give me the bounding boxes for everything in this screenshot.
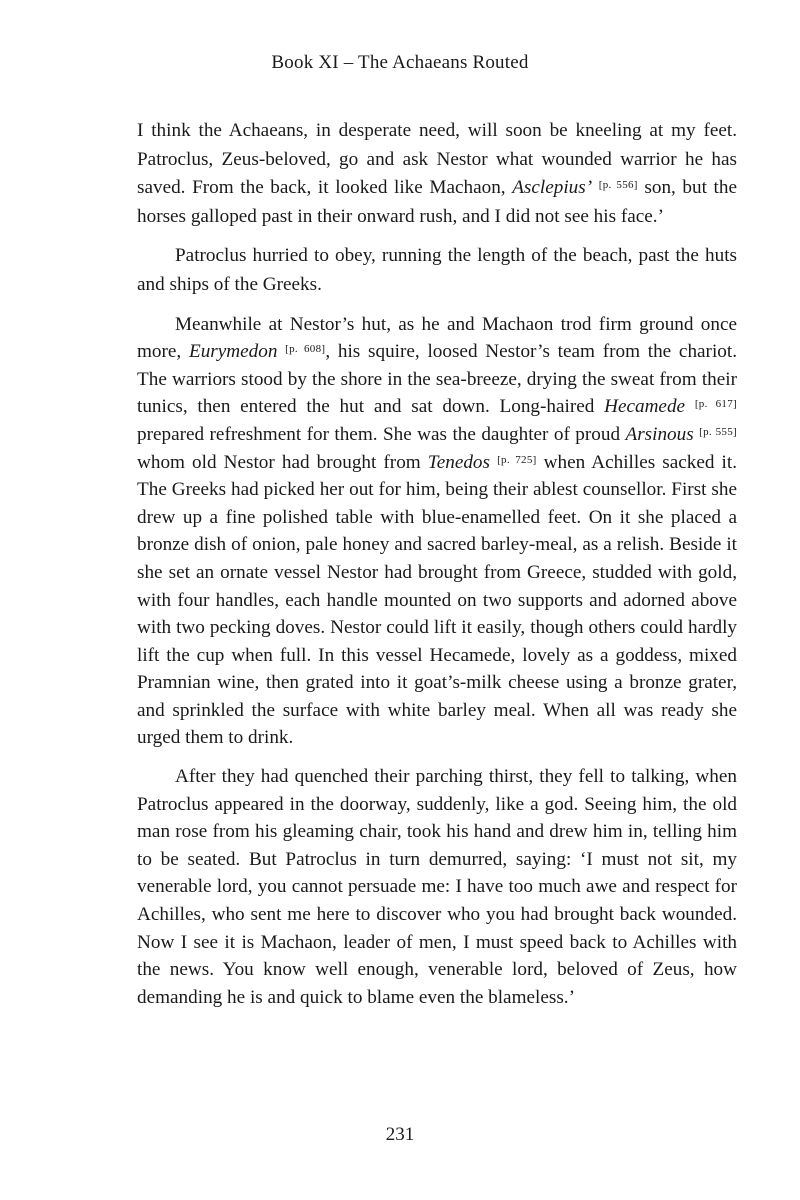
italic-name: Tenedos [427, 451, 490, 473]
text-run: , his squire, loosed Nestor’s team from the chariot. The warriors stood by the shore in the sea-breeze, drying the sweat from their tunics, then entered the hut and sat down. Long-haired [137, 341, 737, 418]
page-reference: [p. 556] [598, 179, 638, 192]
paragraph [137, 242, 737, 299]
text-run: prepared refreshment for them. She was the daughter of proud [137, 423, 626, 445]
body-text [137, 117, 737, 1022]
text-run: After they had quenched their parching thirst, they fell to talking, when Patroclus appeared in the doorway, suddenly, like a god. Seeing him, the old man rose from his gleaming chair, took his hand and drew him in, telling him to be seated. But Patroclus in turn demurred, saying: ‘I must not sit, my venerable lord, you cannot persuade me: I have too much awe and respect for Achilles, who sent me here to discover who you had brought back wounded. Now I see it is Machaon, leader of men, I must speed back to Achilles with the news. You know well enough, venerable lord, beloved of Zeus, how demanding he is and quick to blame even the blameless.’ [137, 766, 737, 1008]
text-run [592, 177, 599, 198]
page-number: 231 [385, 1124, 415, 1145]
page-reference: [p. 725] [497, 453, 537, 466]
text-run: Patroclus hurried to obey, running the length of the beach, past the huts and ships of the Greeks. [137, 245, 737, 295]
text-run: son, but the horses galloped past in their onward rush, and I did not see his face.’ [137, 177, 737, 227]
paragraph [137, 763, 737, 1011]
text-run: I think the Achaeans, in desperate need, will soon be kneeling at my feet. Patroclus, Zeus-beloved, go and ask Nestor what wounded warrior he has saved. From the back, it looked like Machaon, [137, 120, 737, 199]
italic-name: Eurymedon [188, 341, 278, 363]
text-run: Meanwhile at Nestor’s hut, as he and Machaon trod firm ground once more, [137, 313, 737, 363]
italic-name: Asclepius’ [512, 177, 593, 199]
page-reference: [p. 608] [285, 343, 326, 356]
text-run: when Achilles sacked it. The Greeks had picked her out for him, being their ablest counsellor. First she drew up a fine polished table with blue-enamelled feet. On it she placed a bronze dish of onion, pale honey and sacred barley-meal, as a relish. Beside it she set an ornate vessel Nestor had brought from Greece, studded with gold, with four handles, each handle mounted on two supports and adorned above with two pecking doves. Nestor could lift it easily, though others could hardly lift the cup when full. In this vessel Hecamede, lovely as a goddess, mixed Pramnian wine, then grated into it goat’s-milk cheese using a bronze grater, and sprinkled the surface with white barley meal. When all was ready she urged them to drink. [137, 451, 738, 749]
italic-name: Arsinous [625, 423, 694, 445]
page-reference: [p. 617] [694, 398, 737, 411]
text-run: whom old Nestor had brought from [137, 451, 428, 473]
running-header: Book XI – The Achaeans Routed [271, 52, 529, 73]
paragraph [137, 311, 737, 753]
italic-name: Hecamede [604, 396, 686, 418]
text-run [685, 396, 695, 417]
text-run [277, 341, 285, 362]
page-reference: [p. 555] [699, 425, 737, 438]
paragraph [137, 117, 737, 231]
